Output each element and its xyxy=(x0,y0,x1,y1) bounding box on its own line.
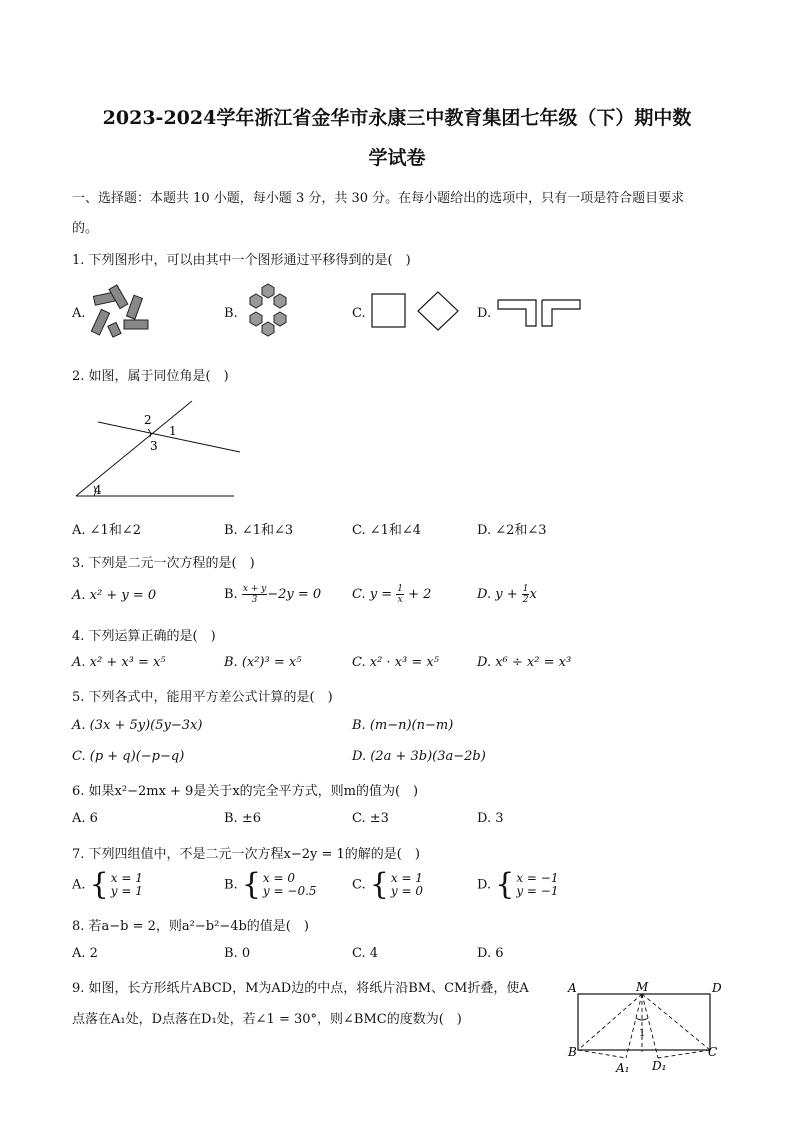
angle-4-label: 4 xyxy=(94,483,102,497)
q2-figure xyxy=(72,396,244,502)
option-b[interactable]: B. $\frac{x + y}{3}$ −2y = 0 xyxy=(224,584,322,605)
question-6-stem: 6. 如果x²−2mx + 9是关于x的完全平方式，则m的值为( ) xyxy=(72,784,419,799)
point-d-label: D xyxy=(712,981,722,995)
question-6-options xyxy=(72,811,732,829)
option-d[interactable]: D. { x = −1 y = −1 xyxy=(477,867,559,902)
option-a[interactable]: A. (3x + 5y)(5y−3x) xyxy=(72,718,203,733)
option-c[interactable]: C. ∠1和∠4 xyxy=(352,523,422,538)
q1-figure-a xyxy=(90,280,156,340)
exam-title-line2: 学试卷 xyxy=(368,147,426,169)
question-1-stem: 1. 下列图形中，可以由其中一个图形通过平移得到的是( ) xyxy=(72,253,411,268)
option-b[interactable]: B. ∠1和∠3 xyxy=(224,523,294,538)
point-a-label: A xyxy=(568,981,577,995)
q1-figure-b xyxy=(242,282,294,338)
option-c[interactable]: C. 4 xyxy=(352,946,379,961)
question-5-stem: 5. 下列各式中，能用平方差公式计算的是( ) xyxy=(72,690,333,705)
question-4-stem: 4. 下列运算正确的是( ) xyxy=(72,629,216,644)
point-a1-label: A₁ xyxy=(616,1061,630,1075)
option-b[interactable]: B. 0 xyxy=(224,946,251,961)
option-b[interactable]: B. ±6 xyxy=(224,811,261,826)
question-3-stem: 3. 下列是二元一次方程的是( ) xyxy=(72,556,255,571)
option-b[interactable]: B. { x = 0 y = −0.5 xyxy=(224,867,317,902)
option-d[interactable]: D. (2a + 3b)(3a−2b) xyxy=(352,749,486,764)
q1-figure-d xyxy=(496,296,586,330)
point-m-label: M xyxy=(636,980,649,994)
point-c-label: C xyxy=(708,1045,718,1059)
option-a[interactable]: A. 6 xyxy=(72,811,98,826)
angle-1-label: 1 xyxy=(639,1028,646,1039)
option-c[interactable]: C. y = $\frac{1}{x}$ + 2 xyxy=(352,584,432,605)
point-b-label: B xyxy=(568,1045,577,1059)
option-b[interactable]: B. (x²)³ = x⁵ xyxy=(224,655,302,670)
option-a[interactable]: A. x² + x³ = x⁵ xyxy=(72,655,166,670)
option-a[interactable]: A. { x = 1 y = 1 xyxy=(72,867,143,902)
question-2-options xyxy=(72,519,732,537)
angle-1-label: 1 xyxy=(169,424,177,438)
question-8-options xyxy=(72,946,732,964)
option-c[interactable]: C. x² · x³ = x⁵ xyxy=(352,655,439,670)
q9-figure xyxy=(562,976,732,1078)
option-d[interactable]: D. x⁶ ÷ x² = x³ xyxy=(477,655,572,670)
question-8-stem: 8. 若a−b = 2，则a²−b²−4b的值是( ) xyxy=(72,919,309,934)
option-d[interactable]: D. ∠2和∠3 xyxy=(477,523,547,538)
option-d-label[interactable]: D. xyxy=(477,306,492,321)
option-c-label[interactable]: C. xyxy=(352,306,366,321)
question-5-options xyxy=(72,718,732,768)
question-9-stem-line1: 9. 如图，长方形纸片ABCD，M为AD边的中点，将纸片沿BM、CM折叠，使A xyxy=(72,981,529,996)
point-d1-label: D₁ xyxy=(652,1059,667,1073)
question-7-stem: 7. 下列四组值中，不是二元一次方程x−2y = 1的解的是( ) xyxy=(72,847,420,862)
q1-figure-c xyxy=(368,290,464,334)
option-b-label[interactable]: B. xyxy=(224,306,238,321)
option-a[interactable]: A. x² + y = 0 xyxy=(72,588,157,603)
option-a[interactable]: A. ∠1和∠2 xyxy=(72,523,141,538)
question-1-options xyxy=(72,280,732,340)
option-a[interactable]: A. 2 xyxy=(72,946,98,961)
option-a-label[interactable]: A. xyxy=(72,306,86,321)
angle-3-label: 3 xyxy=(150,439,158,453)
option-d[interactable]: D. 3 xyxy=(477,811,504,826)
option-d[interactable]: D. y + $\frac{1}{2}$ x xyxy=(477,584,537,605)
question-3-options xyxy=(72,584,732,610)
option-d[interactable]: D. 6 xyxy=(477,946,504,961)
option-c[interactable]: C. { x = 1 y = 0 xyxy=(352,867,423,902)
question-7-options xyxy=(72,867,732,902)
section-heading-cont: 的。 xyxy=(72,221,99,236)
question-9-stem-line2: 点落在A₁处，D点落在D₁处，若∠1 = 30°，则∠BMC的度数为( ) xyxy=(72,1012,462,1027)
section-heading: 一、选择题：本题共 10 小题，每小题 3 分，共 30 分。在每小题给出的选项中，只有一项是符合题目要求 xyxy=(72,191,685,206)
option-c[interactable]: C. ±3 xyxy=(352,811,389,826)
option-c[interactable]: C. (p + q)(−p−q) xyxy=(72,749,185,764)
angle-2-label: 2 xyxy=(144,413,152,427)
option-b[interactable]: B. (m−n)(n−m) xyxy=(352,718,454,733)
question-4-options xyxy=(72,655,732,673)
exam-title-line1: 2023-2024学年浙江省金华市永康三中教育集团七年级（下）期中数 xyxy=(102,107,692,129)
question-2-stem: 2. 如图，属于同位角是( ) xyxy=(72,369,229,384)
